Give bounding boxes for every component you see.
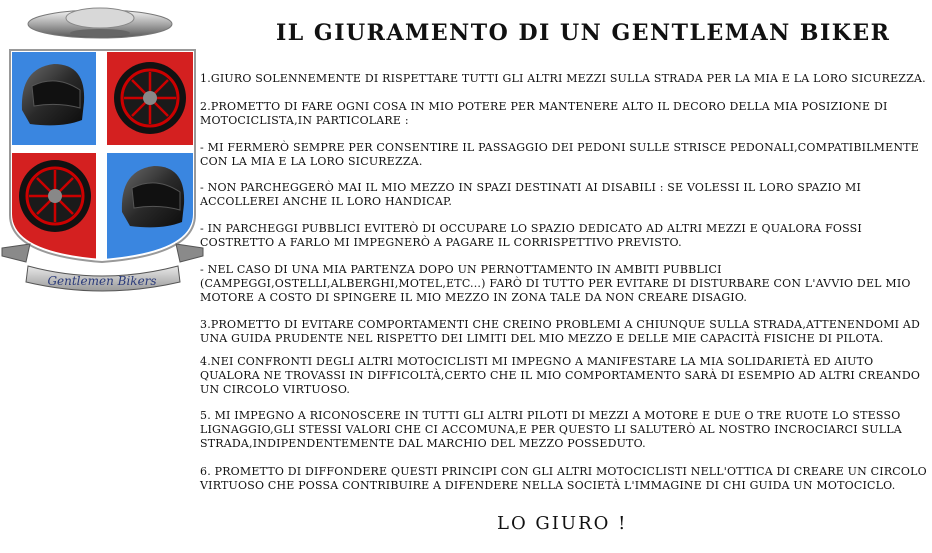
- paragraph-2a: - MI FERMERÒ SEMPRE PER CONSENTIRE IL PASSAGGIO DEI PEDONI SULLE STRISCE PEDONALI,COMPATIBILMENTE CON LA MIA E LA LORO SICUREZZA.: [200, 141, 919, 168]
- paragraph-2b: - NON PARCHEGGERÒ MAI IL MIO MEZZO IN SPAZI DESTINATI AI DISABILI : SE VOLESSI IL LORO SPAZIO MI ACCOLLEREI ANCHE IL LORO HANDICAP.: [200, 181, 862, 208]
- page-title: IL GIURAMENTO DI UN GENTLEMAN BIKER: [276, 20, 891, 46]
- crest-emblem: [0, 0, 205, 300]
- wheel-icon: [114, 62, 186, 134]
- wheel-icon: [19, 160, 91, 232]
- saucer-icon: [28, 8, 172, 38]
- paragraph-2d: - NEL CASO DI UNA MIA PARTENZA DOPO UN PERNOTTAMENTO IN AMBITI PUBBLICI (CAMPEGGI,OSTELLI,ALBERGHI,MOTEL,ETC...) FARÒ DI TUTTO PER EVITARE DI DISTURBARE CON L'AVVIO DEL MIO MOTORE A COSTO DI SPINGERE IL MIO MEZZO IN ZONA TALE DA NON CREARE DISAGIO.: [200, 263, 911, 304]
- banner-text: Gentlemen Bikers: [47, 274, 157, 288]
- paragraph-2c: - IN PARCHEGGI PUBBLICI EVITERÒ DI OCCUPARE LO SPAZIO DEDICATO AD ALTRI MEZZI E QUALORA FOSSI COSTRETTO A FARLO MI IMPEGNERÒ A PAGARE IL CORRISPETTIVO PREVISTO.: [200, 222, 862, 249]
- paragraph-3: 3.PROMETTO DI EVITARE COMPORTAMENTI CHE CREINO PROBLEMI A CHIUNQUE SULLA STRADA,ATTENENDOMI AD UNA GUIDA PRUDENTE NEL RISPETTO DEI LIMITI DEL MIO MEZZO E DELLE MIE CAPACITÀ FISICHE DI PILOTA.: [200, 318, 921, 345]
- paragraph-6: 6. PROMETTO DI DIFFONDERE QUESTI PRINCIPI CON GLI ALTRI MOTOCICLISTI NELL'OTTICA DI CREARE UN CIRCOLO VIRTUOSO CHE POSSA CONTRIBUIRE A DIFENDERE NELLA SOCIETÀ L'IMMAGINE DI CHI GUIDA UN MOTOCICLO.: [200, 465, 927, 492]
- paragraph-2: 2.PROMETTO DI FARE OGNI COSA IN MIO POTERE PER MANTENERE ALTO IL DECORO DELLA MIA POSIZIONE DI MOTOCICLISTA,IN PARTICOLARE :: [200, 100, 888, 127]
- paragraph-5: 5. MI IMPEGNO A RICONOSCERE IN TUTTI GLI ALTRI PILOTI DI MEZZI A MOTORE E DUE O TRE RUOTE LO STESSO LIGNAGGIO,GLI STESSI VALORI CHE CI ACCOMUNA,E PER QUESTO LI SALUTERÒ AL NOSTRO INCROCIARCI SULLA STRADA,INDIPENDENTEMENTE DAL MARCHIO DEL MEZZO POSSEDUTO.: [200, 409, 902, 450]
- paragraph-1: 1.GIURO SOLENNEMENTE DI RISPETTARE TUTTI GLI ALTRI MEZZI SULLA STRADA PER LA MIA E LA LORO SICUREZZA.: [200, 72, 926, 85]
- closing-oath: LO GIURO !: [497, 513, 628, 534]
- paragraph-4: 4.NEI CONFRONTI DEGLI ALTRI MOTOCICLISTI MI IMPEGNO A MANIFESTARE LA MIA SOLIDARIETÀ ED AIUTO QUALORA NE TROVASSI IN DIFFICOLTÀ,CERTO CHE IL MIO COMPORTAMENTO SARÀ DI ESEMPIO AD ALTRI CREANDO UN CIRCOLO VIRTUOSO.: [200, 355, 921, 396]
